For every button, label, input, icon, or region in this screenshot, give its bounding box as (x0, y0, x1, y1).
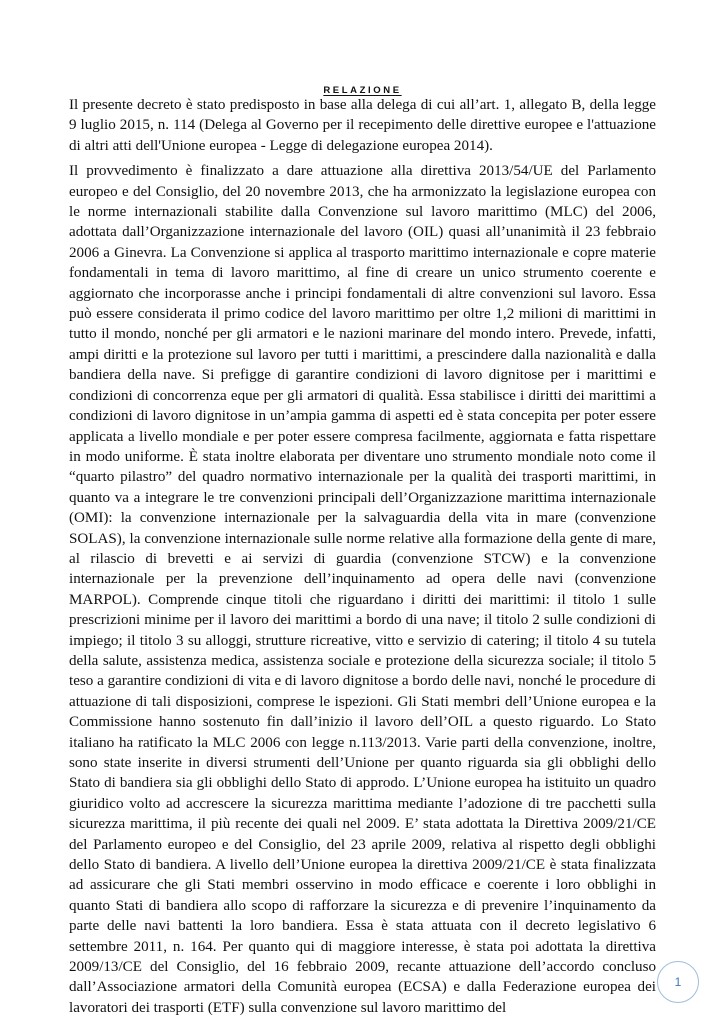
document-body (69, 95, 656, 1018)
paragraph-1: Il presente decreto è stato predisposto in base alla delega di cui all’art. 1, allegato B, della legge 9 luglio 2015, n. 114 (Delega al Governo per il recepimento delle direttive europee e l'attuazione di altri atti dell'Unione europea - Legge di delegazione europea 2014). (69, 97, 656, 154)
document-heading: RELAZIONE (323, 85, 402, 96)
paragraph-2: Il provvedimento è finalizzato a dare attuazione alla direttiva 2013/54/UE del Parlamento europeo e del Consiglio, del 20 novembre 2013, che ha armonizzato la legislazione europea con le norme internazionali stabilite dalla Convenzione sul lavoro marittimo (MLC) del 2006, adottata dall’Organizzazione internazionale del lavoro (OIL) quasi all’unanimità il 23 febbraio 2006 a Ginevra. La Convenzione si applica al trasporto marittimo internazionale e copre materie fondamentali in tema di lavoro marittimo, al fine di creare un unico strumento coerente e aggiornato che incorporasse anche i principi fondamentali di altre convenzioni sul lavoro. Essa può essere considerata il primo codice del lavoro marittimo per oltre 1,2 milioni di marittimi in tutto il mondo, nonché per gli armatori e le nazioni marinare del mondo intero. Prevede, infatti, ampi diritti e la protezione sul lavoro per tutti i marittimi, a prescindere dalla nazionalità e dalla bandiera della nave. Si prefigge di garantire condizioni di lavoro dignitose per i marittimi e condizioni di concorrenza eque per gli armatori di qualità. Essa stabilisce i diritti dei marittimi a condizioni di lavoro dignitose in un’ampia gamma di aspetti ed è stata concepita per poter essere applicata a livello mondiale e per poter essere compresa facilmente, aggiornata e fatta rispettare in modo uniforme. È stata inoltre elaborata per diventare uno strumento mondiale noto come il “quarto pilastro” del quadro normativo internazionale per la qualità dei trasporti marittimi, in quanto va a integrare le tre convenzioni principali dell’Organizzazione marittima internazionale (OMI): la convenzione internazionale per la salvaguardia della vita in mare (convenzione SOLAS), la convenzione internazionale sulle norme relative alla formazione della gente di mare, al rilascio di brevetti e ai servizi di guardia (convenzione STCW) e la convenzione internazionale per la prevenzione dell’inquinamento ad opera delle navi (convenzione MARPOL). Comprende cinque titoli che riguardano i diritti dei marittimi: il titolo 1 sulle prescrizioni minime per il lavoro dei marittimi a bordo di una nave; il titolo 2 sulle condizioni di impiego; il titolo 3 su alloggi, strutture ricreative, vitto e servizio di catering; il titolo 4 su tutela della salute, assistenza medica, assistenza sociale e protezione della sicurezza sociale; il titolo 5 teso a garantire condizioni di vita e di lavoro dignitose a bordo delle navi, nonché le procedure di attuazione di tali disposizioni, comprese le ispezioni. Gli Stati membri dell’Unione europea e la Commissione hanno sostenuto fin dall’inizio il lavoro dell’OIL a questo riguardo. Lo Stato italiano ha ratificato la MLC 2006 con legge n.113/2013. Varie parti della convenzione, inoltre, sono state inserite in diversi strumenti dell’Unione per quanto riguarda sia gli obblighi dello Stato di bandiera sia gli obblighi dello Stato di approdo. L’Unione europea ha istituito un quadro giuridico volto ad accrescere la sicurezza marittima mediante l’adozione di tre pacchetti sulla sicurezza marittima, il più recente dei quali nel 2009. E’ stata adottata la Direttiva 2009/21/CE del Parlamento europeo e del Consiglio, del 23 aprile 2009, relativa al rispetto degli obblighi dello Stato di bandiera. A livello dell’Unione europea la direttiva 2009/21/CE è stata finalizzata ad assicurare che gli Stati membri osservino in modo efficace e coerente i loro obblighi in quanto Stati di bandiera allo scopo di rafforzare la sicurezza e di prevenire l’inquinamento da parte delle navi battenti la loro bandiera. Essa è stata attuata con il decreto legislativo 6 settembre 2011, n. 164. Per quanto qui di maggiore interesse, è stata poi adottata la direttiva 2009/13/CE del Consiglio, del 16 febbraio 2009, recante attuazione dell’accordo concluso dall’Associazione armatori della Comunità europea (ECSA) e dalla Federazione europea dei lavoratori dei trasporti (ETF) sulla convenzione sul lavoro marittimo del (69, 163, 656, 1016)
page-number-badge: 1 (657, 961, 699, 1003)
